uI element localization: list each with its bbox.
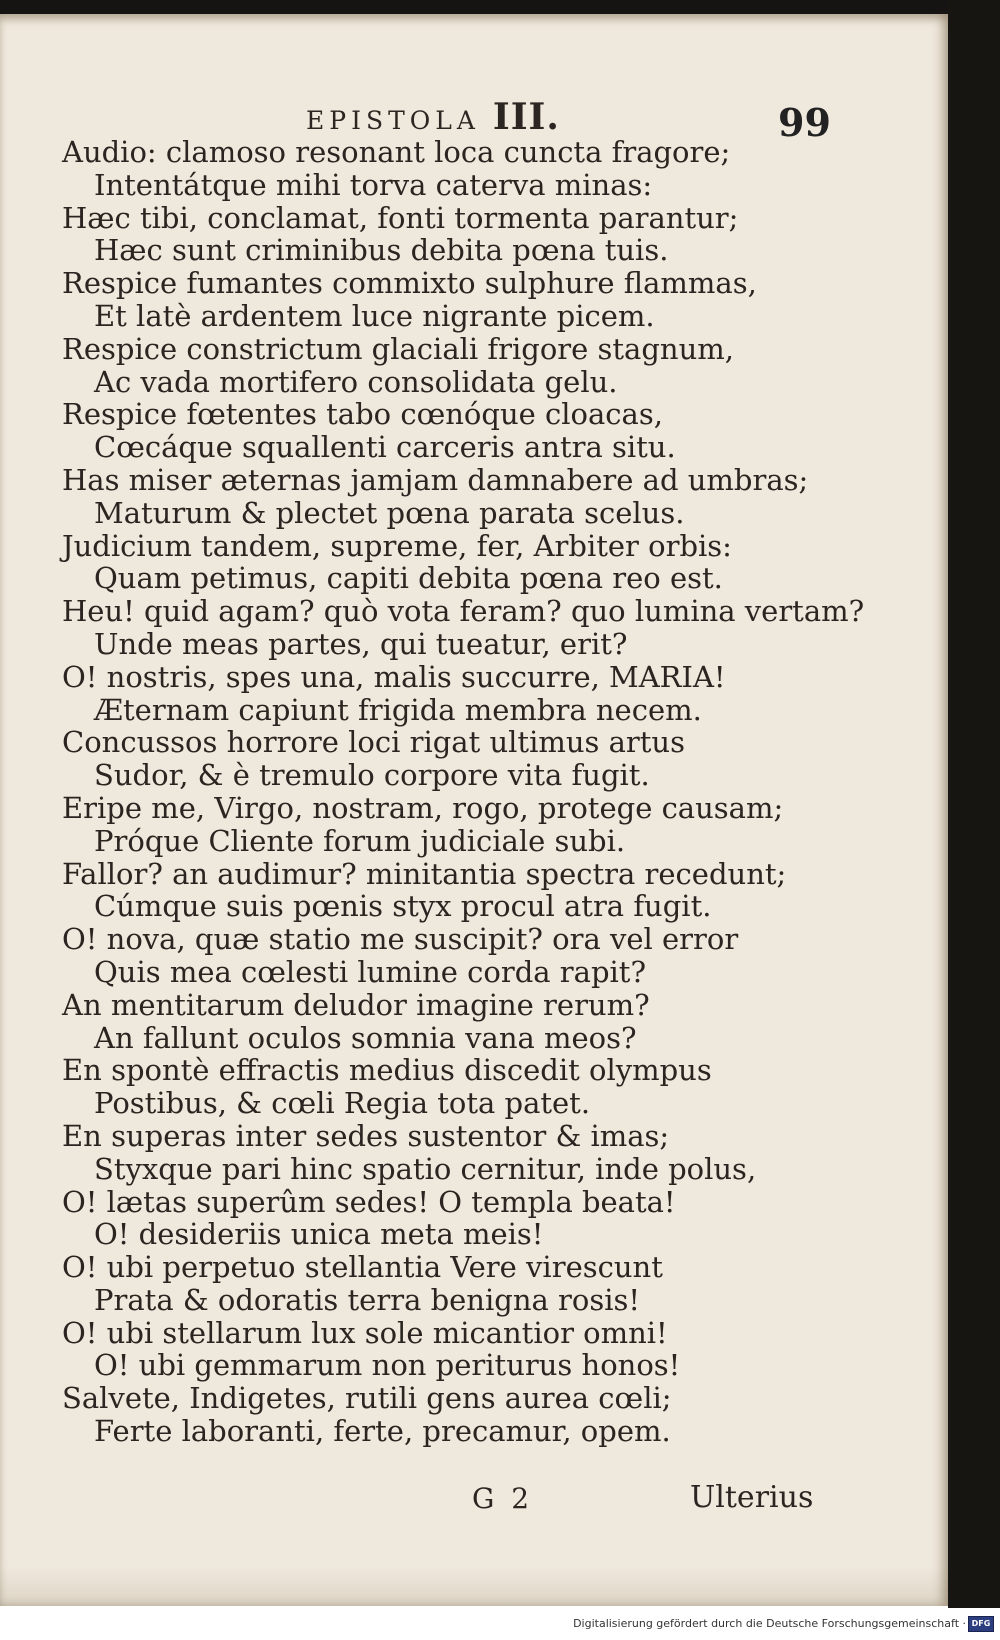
verse-line: Cúmque suis pœnis styx procul atra fugit. <box>94 889 712 924</box>
verse-line: Has miser æternas jamjam damnabere ad umbras; <box>62 462 809 497</box>
funding-note: Digitalisierung gefördert durch die Deutsche Forschungsgemeinschaft · <box>573 1617 966 1630</box>
verse-line: Respice constrictum glaciali frigore stagnum, <box>62 331 734 366</box>
verse-line: Maturum & plectet pœna parata scelus. <box>94 495 685 530</box>
verse-line: Audio: clamoso resonant loca cuncta fragore; <box>62 135 731 169</box>
book-page <box>0 14 948 1606</box>
page-number: 99 <box>778 100 831 145</box>
verse-line: Judicium tandem, supreme, fer, Arbiter orbis: <box>62 528 732 563</box>
verse-line: En spontè effractis medius discedit olympus <box>62 1053 712 1088</box>
verse-line: Unde meas partes, qui tueatur, erit? <box>94 626 628 661</box>
verse-line: O! ubi stellarum lux sole micantior omni! <box>62 1315 668 1350</box>
verse-line: Ferte laboranti, ferte, precamur, opem. <box>94 1414 671 1449</box>
verse-line: O! ubi perpetuo stellantia Vere virescunt <box>62 1250 663 1285</box>
signature-mark: G 2 <box>472 1482 534 1515</box>
verse-line: Respice fœtentes tabo cœnóque cloacas, <box>62 397 663 432</box>
verse-line: Concussos horrore loci rigat ultimus artus <box>62 725 685 760</box>
verse-line: O! nova, quæ statio me suscipit? ora vel error <box>62 922 739 957</box>
running-title-word: EPISTOLA <box>306 106 480 135</box>
verse-line: O! nostris, spes una, malis succurre, MARIA! <box>62 659 726 694</box>
verse-line: Fallor? an audimur? minitantia spectra recedunt; <box>62 856 787 891</box>
verse-line: Cœcáque squallenti carceris antra situ. <box>94 430 676 465</box>
scan-border-right <box>948 0 1000 1608</box>
verse-line: Quis mea cœlesti lumine corda rapit? <box>94 954 646 989</box>
verse-line: Styxque pari hinc spatio cernitur, inde polus, <box>94 1151 757 1186</box>
verse-line: Et latè ardentem luce nigrante picem. <box>94 298 655 333</box>
running-title <box>306 96 560 138</box>
verse-line: Sudor, & è tremulo corpore vita fugit. <box>94 758 650 793</box>
verse-line: Salvete, Indigetes, rutili gens aurea cœli; <box>62 1381 672 1416</box>
catchword: Ulterius <box>690 1480 814 1515</box>
verse-line: O! desideriis unica meta meis! <box>94 1217 544 1252</box>
verse-line: Hæc tibi, conclamat, fonti tormenta parantur; <box>62 200 739 235</box>
verse-line: Próque Cliente forum judiciale subi. <box>94 823 626 858</box>
verse-line: Ac vada mortifero consolidata gelu. <box>94 364 618 399</box>
verse-line: An fallunt oculos somnia vana meos? <box>94 1020 637 1055</box>
verse-line: Æternam capiunt frigida membra necem. <box>94 692 702 727</box>
verse-line: Prata & odoratis terra benigna rosis! <box>94 1282 641 1317</box>
verse-line: Heu! quid agam? quò vota feram? quo lumina vertam? <box>62 594 865 629</box>
verse-line: An mentitarum deludor imagine rerum? <box>62 987 650 1022</box>
running-title-numeral: III. <box>492 96 560 138</box>
verse-line: Eripe me, Virgo, nostram, rogo, protege causam; <box>62 790 784 825</box>
verse-line: Quam petimus, capiti debita pœna reo est. <box>94 561 723 596</box>
poem-body <box>62 136 892 1448</box>
running-head <box>0 90 948 145</box>
verse-line: Respice fumantes commixto sulphure flammas, <box>62 266 757 301</box>
footer-bar <box>0 1610 1000 1640</box>
verse-line: En superas inter sedes sustentor & imas; <box>62 1118 670 1153</box>
verse-line: Hæc sunt criminibus debita pœna tuis. <box>94 233 669 268</box>
dfg-logo: DFG <box>968 1616 994 1632</box>
verse-line: O! lætas superûm sedes! O templa beata! <box>62 1184 676 1219</box>
verse-line: Postibus, & cœli Regia tota patet. <box>94 1086 591 1121</box>
verse-line: Intentátque mihi torva caterva minas: <box>94 167 653 202</box>
verse-line: O! ubi gemmarum non periturus honos! <box>94 1348 681 1383</box>
